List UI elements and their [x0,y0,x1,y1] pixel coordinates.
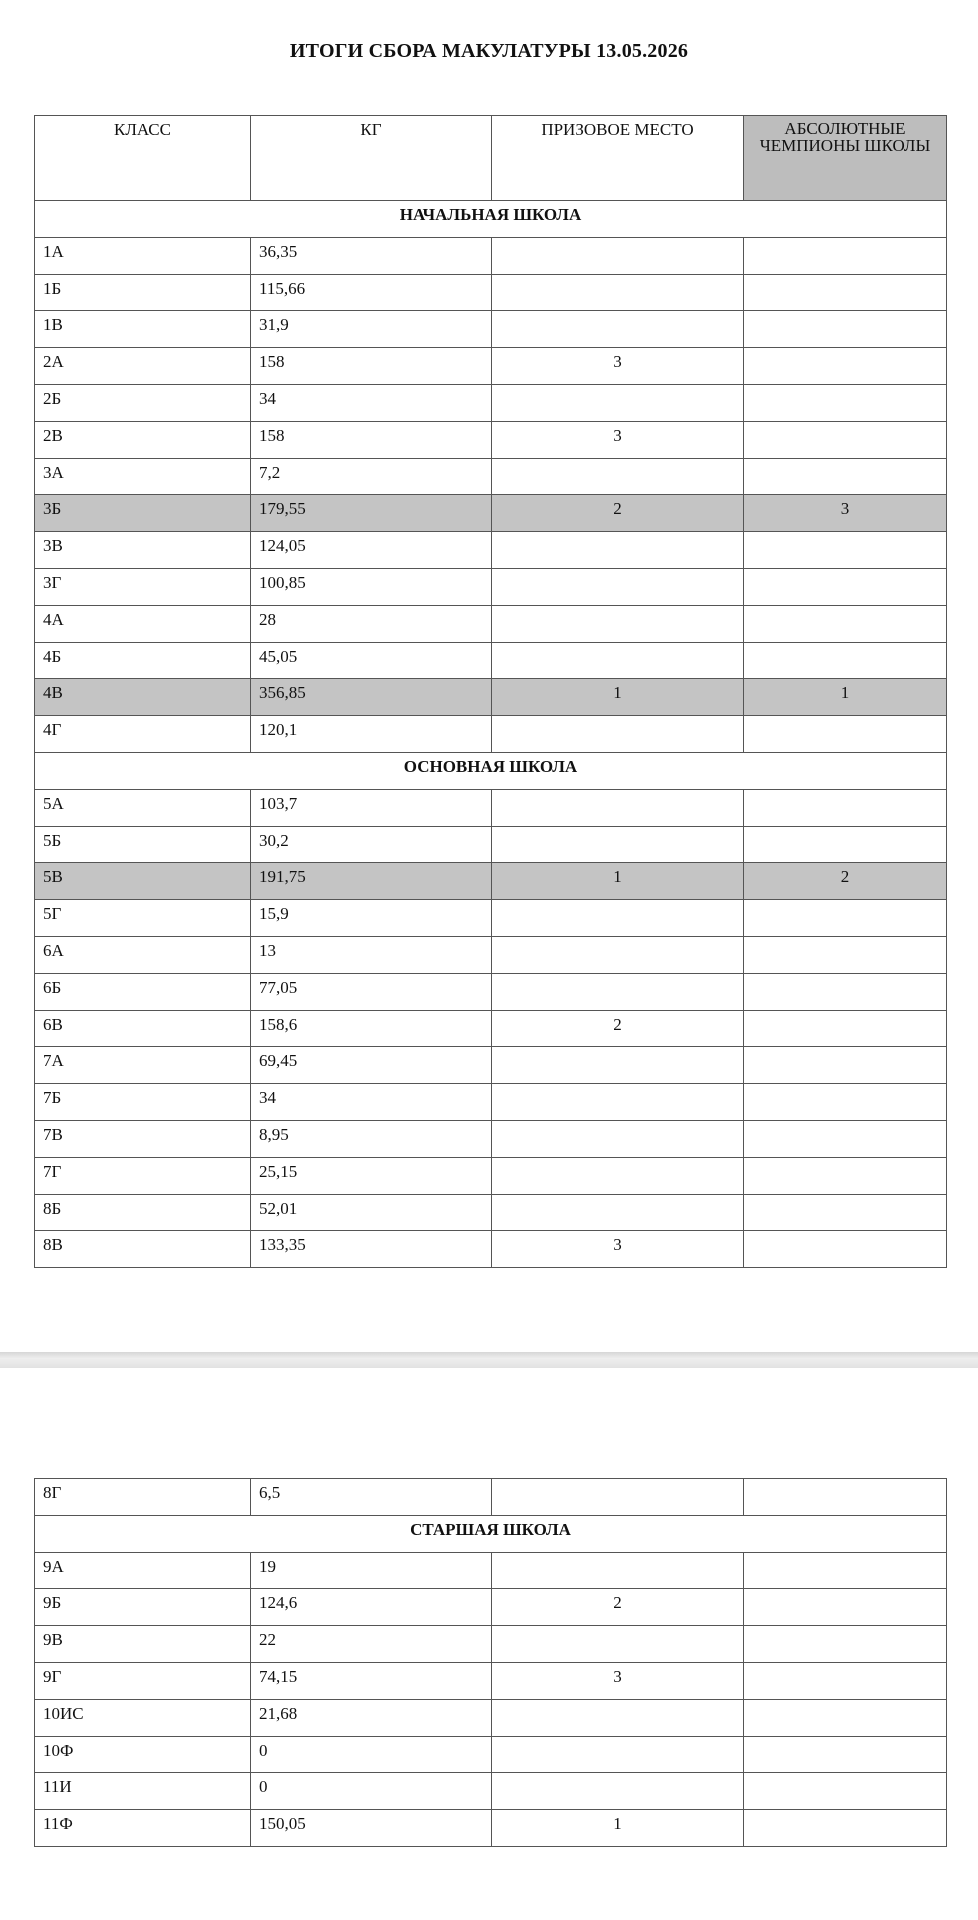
class-cell: 9А [35,1552,251,1589]
table-row [35,642,947,679]
class-cell: 4Г [35,716,251,753]
kg-cell: 0 [251,1736,492,1773]
champion-cell [744,1120,947,1157]
table-row [35,1773,947,1810]
class-cell: 7В [35,1120,251,1157]
champion-cell [744,1084,947,1121]
champion-cell: 3 [744,495,947,532]
class-cell: 8Б [35,1194,251,1231]
class-cell: 1А [35,237,251,274]
champion-cell [744,1194,947,1231]
class-cell: 6В [35,1010,251,1047]
place-cell [492,789,744,826]
kg-cell: 21,68 [251,1699,492,1736]
champion-cell [744,789,947,826]
champion-cell [744,532,947,569]
basic-rows-continued [35,1479,947,1516]
kg-cell: 25,15 [251,1157,492,1194]
champion-cell: 2 [744,863,947,900]
class-cell: 10Ф [35,1736,251,1773]
kg-cell: 6,5 [251,1479,492,1516]
place-cell: 3 [492,1231,744,1268]
champion-cell [744,568,947,605]
class-cell: 5А [35,789,251,826]
champion-cell [744,642,947,679]
place-cell [492,642,744,679]
kg-cell: 115,66 [251,274,492,311]
class-cell: 7Г [35,1157,251,1194]
kg-cell: 69,45 [251,1047,492,1084]
class-cell: 11И [35,1773,251,1810]
table-row [35,863,947,900]
champion-cell [744,973,947,1010]
place-cell [492,716,744,753]
champion-cell [744,274,947,311]
place-cell [492,1626,744,1663]
kg-cell: 356,85 [251,679,492,716]
place-cell: 1 [492,1810,744,1847]
kg-cell: 52,01 [251,1194,492,1231]
champion-cell [744,1047,947,1084]
kg-cell: 8,95 [251,1120,492,1157]
class-cell: 9В [35,1626,251,1663]
basic-rows [35,789,947,1267]
kg-cell: 45,05 [251,642,492,679]
class-cell: 2Б [35,384,251,421]
place-cell [492,1552,744,1589]
kg-cell: 34 [251,384,492,421]
place-cell [492,605,744,642]
table-row [35,1552,947,1589]
page-separator [0,1352,978,1368]
table-row [35,936,947,973]
table-row [35,568,947,605]
header-champions: АБСОЛЮТНЫЕ ЧЕМПИОНЫ ШКОЛЫ [744,116,947,201]
table-row [35,237,947,274]
kg-cell: 13 [251,936,492,973]
place-cell: 1 [492,679,744,716]
table-row [35,1626,947,1663]
class-cell: 3Г [35,568,251,605]
table-row [35,458,947,495]
kg-cell: 74,15 [251,1662,492,1699]
champion-cell [744,936,947,973]
place-cell [492,237,744,274]
kg-cell: 36,35 [251,237,492,274]
section-row [35,1515,947,1552]
class-cell: 9Б [35,1589,251,1626]
place-cell [492,1773,744,1810]
kg-cell: 158 [251,421,492,458]
class-cell: 3Б [35,495,251,532]
class-cell: 4А [35,605,251,642]
results-table [34,115,947,1268]
class-cell: 1Б [35,274,251,311]
class-cell: 7А [35,1047,251,1084]
place-cell [492,1479,744,1516]
kg-cell: 15,9 [251,900,492,937]
class-cell: 4В [35,679,251,716]
table-row [35,1120,947,1157]
place-cell: 2 [492,1589,744,1626]
place-cell [492,384,744,421]
kg-cell: 22 [251,1626,492,1663]
header-place: ПРИЗОВОЕ МЕСТО [492,116,744,201]
table-row [35,384,947,421]
kg-cell: 150,05 [251,1810,492,1847]
class-cell: 8Г [35,1479,251,1516]
table-row [35,605,947,642]
place-cell [492,568,744,605]
table-row [35,1736,947,1773]
champion-cell [744,1699,947,1736]
champion-cell [744,1231,947,1268]
champion-cell [744,605,947,642]
place-cell [492,458,744,495]
class-cell: 5В [35,863,251,900]
champion-cell [744,1773,947,1810]
table-row [35,1479,947,1516]
place-cell [492,973,744,1010]
place-cell [492,1194,744,1231]
header-class: КЛАСС [35,116,251,201]
table-row [35,1662,947,1699]
place-cell [492,311,744,348]
kg-cell: 100,85 [251,568,492,605]
kg-cell: 158,6 [251,1010,492,1047]
table-row [35,789,947,826]
table-row [35,1589,947,1626]
results-table-continued [34,1478,947,1847]
place-cell [492,1120,744,1157]
kg-cell: 77,05 [251,973,492,1010]
kg-cell: 30,2 [251,826,492,863]
champion-cell: 1 [744,679,947,716]
class-cell: 5Б [35,826,251,863]
place-cell [492,1157,744,1194]
section-row [35,752,947,789]
champion-cell [744,311,947,348]
class-cell: 3А [35,458,251,495]
kg-cell: 28 [251,605,492,642]
class-cell: 3В [35,532,251,569]
table-row [35,1194,947,1231]
section-senior-label: СТАРШАЯ ШКОЛА [35,1515,947,1552]
champion-cell [744,458,947,495]
class-cell: 11Ф [35,1810,251,1847]
champion-cell [744,1589,947,1626]
table-row [35,1010,947,1047]
section-row [35,201,947,238]
class-cell: 2В [35,421,251,458]
class-cell: 7Б [35,1084,251,1121]
table-row [35,532,947,569]
class-cell: 1В [35,311,251,348]
champion-cell [744,1010,947,1047]
table-row [35,1157,947,1194]
kg-cell: 191,75 [251,863,492,900]
champion-cell [744,237,947,274]
table-row [35,900,947,937]
kg-cell: 158 [251,348,492,385]
header-kg: КГ [251,116,492,201]
champion-cell [744,826,947,863]
champion-cell [744,1662,947,1699]
table-row [35,421,947,458]
place-cell [492,826,744,863]
table-row [35,679,947,716]
class-cell: 2А [35,348,251,385]
champion-cell [744,1736,947,1773]
section-primary-label: НАЧАЛЬНАЯ ШКОЛА [35,201,947,238]
champion-cell [744,1479,947,1516]
kg-cell: 103,7 [251,789,492,826]
champion-cell [744,1552,947,1589]
class-cell: 6А [35,936,251,973]
champion-cell [744,716,947,753]
place-cell [492,1699,744,1736]
place-cell: 2 [492,1010,744,1047]
table-row [35,1231,947,1268]
kg-cell: 31,9 [251,311,492,348]
kg-cell: 124,05 [251,532,492,569]
header-row [35,116,947,201]
place-cell [492,1047,744,1084]
place-cell: 1 [492,863,744,900]
class-cell: 8В [35,1231,251,1268]
class-cell: 4Б [35,642,251,679]
champion-cell [744,1810,947,1847]
kg-cell: 124,6 [251,1589,492,1626]
document-title: ИТОГИ СБОРА МАКУЛАТУРЫ 13.05.2026 [289,40,689,62]
champion-cell [744,900,947,937]
document-page-2 [0,1368,978,1920]
senior-rows [35,1552,947,1846]
champion-cell [744,384,947,421]
champion-cell [744,348,947,385]
place-cell [492,1736,744,1773]
kg-cell: 133,35 [251,1231,492,1268]
place-cell [492,532,744,569]
place-cell [492,1084,744,1121]
place-cell [492,274,744,311]
table-row [35,348,947,385]
kg-cell: 7,2 [251,458,492,495]
class-cell: 5Г [35,900,251,937]
kg-cell: 0 [251,1773,492,1810]
class-cell: 10ИС [35,1699,251,1736]
kg-cell: 120,1 [251,716,492,753]
champion-cell [744,1626,947,1663]
table-row [35,716,947,753]
table-row [35,1699,947,1736]
table-row [35,973,947,1010]
table-row [35,495,947,532]
champion-cell [744,1157,947,1194]
kg-cell: 179,55 [251,495,492,532]
table-row [35,311,947,348]
class-cell: 9Г [35,1662,251,1699]
kg-cell: 34 [251,1084,492,1121]
place-cell [492,936,744,973]
class-cell: 6Б [35,973,251,1010]
place-cell [492,900,744,937]
section-basic-label: ОСНОВНАЯ ШКОЛА [35,752,947,789]
place-cell: 3 [492,348,744,385]
place-cell: 3 [492,421,744,458]
table-row [35,1810,947,1847]
place-cell: 3 [492,1662,744,1699]
table-row [35,1047,947,1084]
table-row [35,1084,947,1121]
primary-rows [35,237,947,752]
table-row [35,274,947,311]
table-row [35,826,947,863]
champion-cell [744,421,947,458]
kg-cell: 19 [251,1552,492,1589]
place-cell: 2 [492,495,744,532]
